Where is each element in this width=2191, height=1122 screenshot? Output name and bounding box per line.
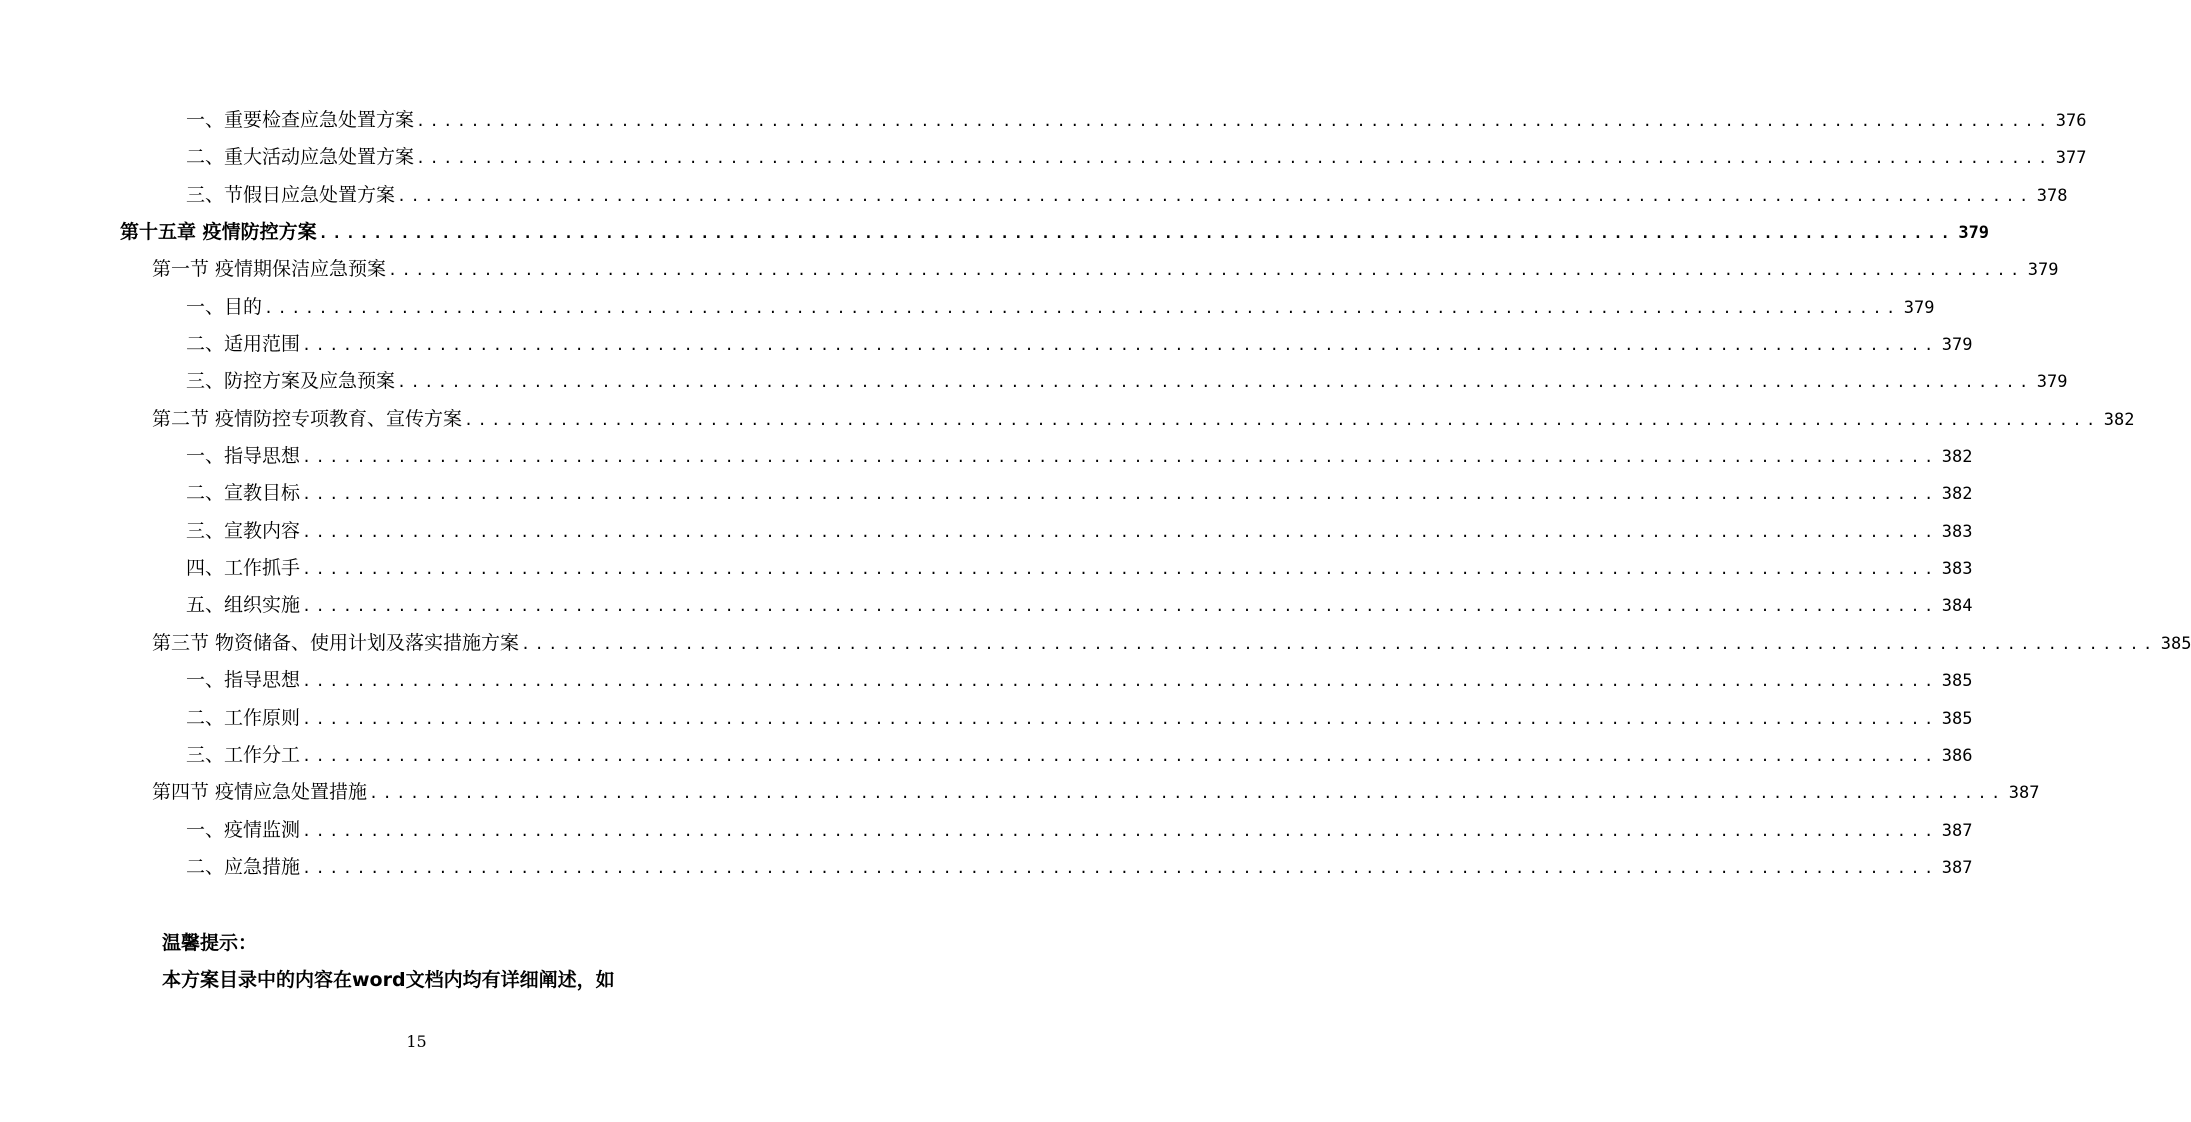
toc-leader-dots: ........................................................................................................................ bbox=[302, 597, 1938, 616]
toc-entry-label: 一、重要检查应急处置方案 bbox=[186, 109, 415, 131]
toc-chapter-entry[interactable] bbox=[0, 214, 1990, 251]
toc-entry-page: 383 bbox=[1941, 559, 1973, 580]
toc-entry-label: 一、指导思想 bbox=[186, 669, 301, 692]
toc-entry-page: 383 bbox=[1941, 521, 1973, 542]
toc-entry-label: 一、指导思想 bbox=[186, 445, 301, 468]
toc-leader-dots: ........................................................................................................................ bbox=[302, 709, 1938, 728]
toc-entry-label: 三、宣教内容 bbox=[186, 519, 301, 542]
toc-entry-page: 385 bbox=[1941, 708, 1973, 729]
toc-entry[interactable] bbox=[0, 475, 1973, 512]
toc-leader-dots: ........................................................................................................................ bbox=[302, 746, 1938, 765]
toc-entry-page: 382 bbox=[2103, 409, 2135, 430]
toc-entry-label: 二、宣教目标 bbox=[186, 482, 301, 505]
toc-entry-label: 一、疫情监测 bbox=[186, 818, 301, 841]
toc-entry-label: 二、应急措施 bbox=[186, 855, 301, 878]
toc-entry[interactable] bbox=[0, 363, 2068, 400]
toc-leader-dots: ........................................................................................................................ bbox=[521, 634, 2157, 653]
toc-section-entry[interactable] bbox=[0, 401, 2135, 438]
toc-leader-dots: ........................................................................................................................ bbox=[397, 186, 2033, 205]
toc-entry[interactable] bbox=[0, 550, 1973, 587]
toc-entry-page: 387 bbox=[1941, 857, 1973, 878]
toc-leader-dots: ........................................................................................................................ bbox=[416, 149, 2052, 168]
toc-entry[interactable] bbox=[0, 587, 1973, 624]
toc-leader-dots: ........................................................................................................................ bbox=[397, 373, 2033, 392]
toc-section-entry[interactable] bbox=[0, 774, 2040, 811]
notice-body: 本方案目录中的内容在word文档内均有详细阐述，如 bbox=[162, 969, 615, 991]
toc-entry[interactable] bbox=[0, 139, 2087, 176]
toc-entry-label: 第四节 疫情应急处置措施 bbox=[152, 781, 368, 804]
toc-entry-label: 三、节假日应急处置方案 bbox=[186, 183, 396, 206]
toc-entry[interactable] bbox=[0, 513, 1973, 550]
toc-entry-label: 第三节 物资储备、使用计划及落实措施方案 bbox=[152, 631, 520, 654]
toc-entry[interactable] bbox=[0, 177, 2068, 214]
toc-section-entry[interactable] bbox=[0, 251, 2059, 288]
toc-leader-dots: ........................................................................................................................ bbox=[302, 522, 1938, 541]
toc-leader-dots: ........................................................................................................................ bbox=[302, 858, 1938, 877]
toc-entry-page: 385 bbox=[1941, 671, 1973, 692]
toc-entry-label: 二、适用范围 bbox=[186, 333, 301, 356]
toc-leader-dots: ........................................................................................................................ bbox=[302, 672, 1938, 691]
toc-entry-page: 377 bbox=[2055, 148, 2087, 169]
toc-entry-label: 三、工作分工 bbox=[186, 743, 301, 766]
toc-entry-page: 385 bbox=[2160, 633, 2191, 654]
toc-entry-label: 二、工作原则 bbox=[186, 706, 301, 729]
toc-entry-label: 五、组织实施 bbox=[186, 594, 301, 617]
toc-leader-dots: ........................................................................................................................ bbox=[264, 298, 1900, 317]
toc-leader-dots: ........................................................................................................................ bbox=[302, 448, 1938, 467]
toc-leader-dots: ........................................................................................................................ bbox=[302, 485, 1938, 504]
toc-entry-page: 378 bbox=[2036, 185, 2068, 206]
toc-leader-dots: ........................................................................................................................ bbox=[369, 784, 2005, 803]
toc-leader-dots: ........................................................................................................................ bbox=[302, 821, 1938, 840]
toc-entry-page: 382 bbox=[1941, 484, 1973, 505]
toc-entry-label: 一、目的 bbox=[186, 295, 263, 318]
toc-entry-label: 二、重大活动应急处置方案 bbox=[186, 146, 415, 169]
toc-entry[interactable] bbox=[0, 812, 1973, 849]
toc-entry-page: 387 bbox=[2008, 783, 2040, 804]
toc-entry-label: 第二节 疫情防控专项教育、宣传方案 bbox=[152, 407, 463, 430]
toc-entry[interactable] bbox=[0, 849, 1973, 886]
toc-entry[interactable] bbox=[0, 662, 1973, 699]
toc-entry[interactable] bbox=[0, 102, 2087, 139]
toc-entry-label: 第十五章 疫情防控方案 bbox=[120, 221, 317, 244]
notice-title: 温馨提示： bbox=[162, 932, 258, 954]
toc-leader-dots: ........................................................................................................................ bbox=[464, 410, 2100, 429]
toc-leader-dots: ........................................................................................................................ bbox=[302, 560, 1938, 579]
toc-entry-page: 384 bbox=[1941, 596, 1973, 617]
toc-leader-dots: ........................................................................................................................ bbox=[416, 112, 2052, 130]
toc-leader-dots: ........................................................................................................................ bbox=[302, 336, 1938, 355]
toc-leader-dots: ........................................................................................................................ bbox=[318, 224, 1955, 243]
toc-entry-page: 387 bbox=[1941, 820, 1973, 841]
toc-entry[interactable] bbox=[0, 289, 1935, 326]
page-number: 15 bbox=[406, 1032, 427, 1051]
toc-entry[interactable] bbox=[0, 438, 1973, 475]
toc-entry-page: 376 bbox=[2055, 111, 2087, 131]
toc-entry[interactable] bbox=[0, 737, 1973, 774]
toc-entry-page: 379 bbox=[2036, 372, 2068, 393]
toc-entry[interactable] bbox=[0, 326, 1973, 363]
toc-entry-page: 382 bbox=[1941, 447, 1973, 468]
toc-entry-page: 379 bbox=[1958, 223, 1990, 244]
toc-entry-page: 379 bbox=[1903, 297, 1935, 318]
toc-entry-label: 三、防控方案及应急预案 bbox=[186, 370, 396, 393]
toc-entry[interactable] bbox=[0, 700, 1973, 737]
toc-leader-dots: ........................................................................................................................ bbox=[388, 261, 2024, 280]
table-of-contents bbox=[0, 102, 2191, 886]
toc-entry-page: 386 bbox=[1941, 745, 1973, 766]
toc-entry-page: 379 bbox=[1941, 335, 1973, 356]
toc-entry-page: 379 bbox=[2027, 260, 2059, 281]
toc-entry-label: 四、工作抓手 bbox=[186, 557, 301, 580]
toc-section-entry[interactable] bbox=[0, 625, 2191, 662]
toc-entry-label: 第一节 疫情期保洁应急预案 bbox=[152, 258, 387, 281]
